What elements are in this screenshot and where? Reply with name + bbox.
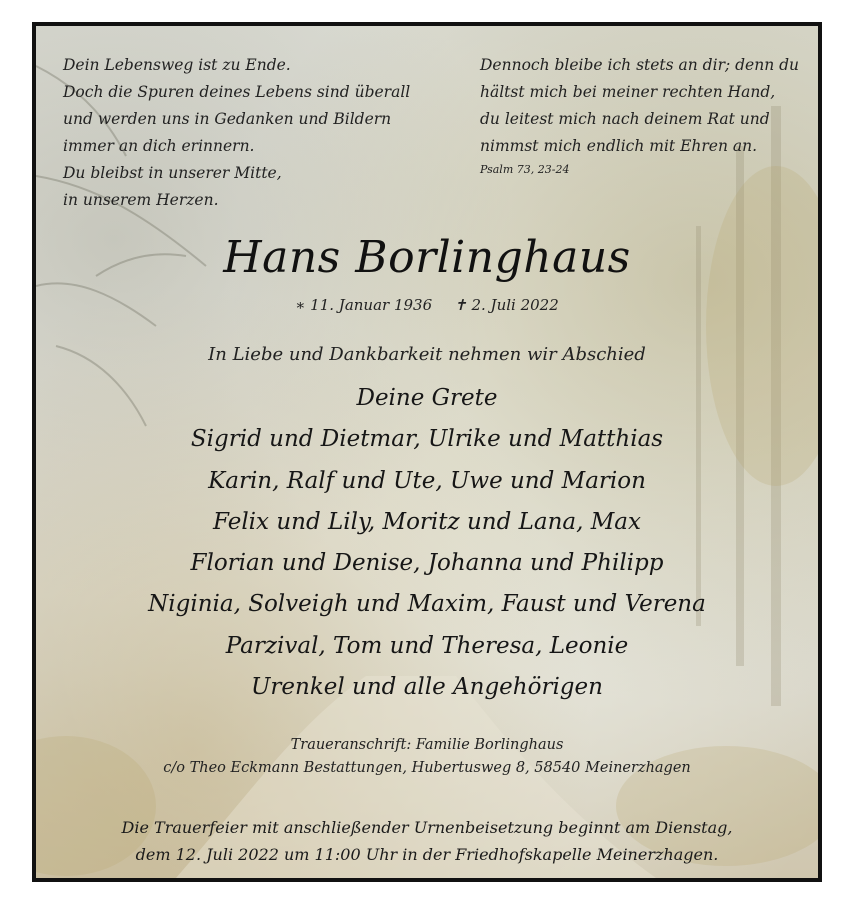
mourner-line: Karin, Ralf und Ute, Uwe und Marion: [208, 467, 646, 494]
poem-right-line: nimmst mich endlich mit Ehren an.: [480, 137, 758, 155]
mourner-line: Parzival, Tom und Theresa, Leonie: [225, 632, 629, 659]
birth-date: ∗ 11. Januar 1936: [295, 296, 433, 314]
poem-left-line: und werden uns in Gedanken und Bildern: [63, 110, 392, 128]
ceremony-notice: [36, 814, 818, 868]
mourner-line: Sigrid und Dietmar, Ulrike und Matthias: [190, 426, 664, 453]
address-line: c/o Theo Eckmann Bestattungen, Hubertusweg 8, 58540 Meinerzhagen: [163, 760, 691, 776]
poem-right: [480, 52, 820, 178]
poem-left-line: Dein Lebensweg ist zu Ende.: [63, 56, 291, 74]
poem-left-line: Du bleibst in unserer Mitte,: [63, 164, 282, 182]
poem-right-line: Dennoch bleibe ich stets an dir; denn du: [480, 56, 800, 74]
mourner-line: Urenkel und alle Angehörigen: [251, 674, 603, 701]
address-line: Traueranschrift: Familie Borlinghaus: [290, 737, 564, 753]
deceased-name: Hans Borlinghaus: [223, 232, 631, 283]
ceremony-line: Die Trauerfeier mit anschließender Urnenbeisetzung beginnt am Dienstag,: [121, 818, 733, 837]
life-dates: [36, 296, 818, 314]
mourners-list: [36, 378, 818, 708]
psalm-source: Psalm 73, 23-24: [480, 163, 570, 176]
mourner-line: Florian und Denise, Johanna und Philipp: [190, 550, 664, 577]
mourner-line: Felix und Lily, Moritz und Lana, Max: [213, 508, 641, 535]
obituary-frame: [32, 22, 822, 882]
ceremony-line: dem 12. Juli 2022 um 11:00 Uhr in der Friedhofskapelle Meinerzhagen.: [135, 845, 719, 864]
poem-left-line: in unserem Herzen.: [63, 191, 219, 209]
poem-right-line: hältst mich bei meiner rechten Hand,: [480, 83, 776, 101]
poem-right-line: du leitest mich nach deinem Rat und: [480, 110, 770, 128]
mourner-line: Deine Grete: [356, 385, 498, 411]
poem-left: [63, 52, 463, 214]
poem-left-line: immer an dich erinnern.: [63, 137, 255, 155]
death-date: ✝ 2. Juli 2022: [454, 296, 559, 314]
poem-left-line: Doch die Spuren deines Lebens sind überall: [63, 83, 411, 101]
farewell-text: In Liebe und Dankbarkeit nehmen wir Abschied: [208, 344, 646, 365]
mourning-address: [36, 734, 818, 780]
mourner-line: Niginia, Solveigh und Maxim, Faust und Verena: [148, 591, 706, 618]
